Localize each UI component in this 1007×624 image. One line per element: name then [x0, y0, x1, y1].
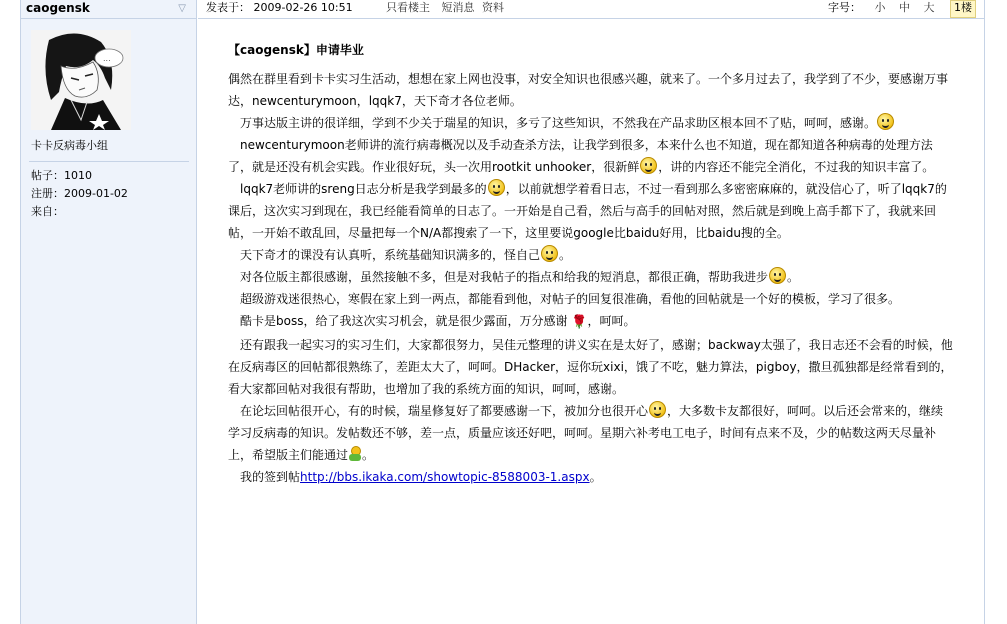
profile-link[interactable]: 资料 [482, 1, 504, 14]
svg-text:...: ... [103, 54, 111, 63]
paragraph-text: 酷卡是boss，给了我这次实习机会，就是很少露面，万分感谢 [228, 314, 568, 328]
divider [29, 161, 189, 162]
grin-icon [640, 157, 657, 174]
avatar-image [31, 30, 131, 130]
paragraph: 超级游戏迷很热心，寒假在家上到一两点，都能看到他，对帖子的回复很准确，看他的回帖就是一个好的模板，学习了很多。 [228, 292, 901, 306]
paragraph [228, 134, 954, 178]
paragraph: 偶然在群里看到卡卡实习生活动，想想在家上网也没事，对安全知识也很感兴趣，就来了。一个多月过去了，我学到了不少，要感谢万事达，newcenturymoon，lqqk7，天下奇才各位老师。 [228, 72, 949, 108]
paragraph-text: 万事达版主讲的很详细，学到不少关于瑞星的知识，多亏了这些知识，不然我在产品求助区根本回不了贴，呵呵，感谢。 [228, 116, 877, 130]
message-link[interactable]: 短消息 [441, 1, 475, 14]
paragraph: 在论坛回帖很开心，有的时候，瑞星修复好了都要感谢一下，被加分也很开心 ，大多数卡友都很好，呵呵。以后还会常来的，继续学习反病毒的知识。发帖数还不够，差一点，质量应该还好吧，呵呵。星期六补考电工电子，时间有点来不及，少的帖数这两天尽量补上，希望版主们能通过 。 [228, 400, 954, 466]
post-title: 【caogensk】申请毕业 [228, 43, 364, 57]
paragraph: 对各位版主都很感谢，虽然接触不多，但是对我帖子的指点和给我的短消息，都很正确，帮助我进步 。 [228, 266, 954, 288]
floor-badge[interactable]: 1楼 [950, 0, 976, 18]
post-body [198, 0, 985, 624]
paragraph [228, 310, 954, 334]
paragraph-text: ，讲的内容还不能完全消化，不过我的知识丰富了。 [658, 160, 935, 174]
author-bar [21, 0, 196, 19]
stat-label: 来自： [31, 205, 64, 218]
font-size-switcher [828, 0, 935, 16]
date-value: 2009-02-26 10:51 [253, 1, 353, 14]
avatar[interactable] [31, 30, 131, 130]
stat-label: 注册： [31, 187, 64, 200]
cool-icon [649, 401, 666, 418]
post-actions [386, 0, 512, 16]
post-header [198, 0, 984, 19]
embarrassed-icon [541, 245, 558, 262]
paragraph [228, 178, 954, 244]
paragraph-text: ，大多数卡友都很好，呵呵。以后还会常来的，继续学习反病毒的知识。发帖数还不够，差一点，质量应该还好吧，呵呵。星期六补考电工电子，时间有点来不及，少的帖数这两天尽量补上，希望版主们能通过 [228, 404, 944, 462]
paragraph: 我的签到帖http://bbs.ikaka.com/showtopic-8588003-1.aspx。 [228, 470, 602, 484]
stat-from [31, 205, 64, 219]
wink-icon [488, 179, 505, 196]
smile-icon [769, 267, 786, 284]
paragraph: 还有跟我一起实习的实习生们，大家都很努力，吴佳元整理的讲义实在是太好了，感谢；backway太强了，我日志还不会看的时候，他在反病毒区的回帖都很熟练了，差距太大了，呵呵。DHacker，逗你玩xixi，饿了不吃，魅力算法，pigboy，撒旦孤独都是经常看到的，看大家都回帖对我很有帮助，也增加了我的系统方面的知识，呵呵，感谢。 [228, 338, 953, 396]
font-size-label: 字号： [828, 1, 861, 14]
user-group: 卡卡反病毒小组 [31, 139, 108, 152]
only-author-link[interactable]: 只看楼主 [386, 1, 430, 14]
post-content [228, 68, 954, 488]
paragraph-text: ，呵呵。 [587, 314, 636, 328]
stat-posts [31, 169, 92, 183]
font-size-medium[interactable]: 中 [899, 1, 910, 14]
smile-icon [877, 113, 894, 130]
sign-in-post-link[interactable]: http://bbs.ikaka.com/showtopic-8588003-1.aspx [300, 470, 590, 484]
paragraph-text: newcenturymoon老师讲的流行病毒概况以及手动查杀方法，让我学到很多，本来什么也不知道，现在都知道各种病毒的处理方法了，就是还没有机会实践。作业很好玩，头一次用rootkit unhooker，很新鲜 [228, 138, 933, 174]
font-size-large[interactable]: 大 [923, 1, 935, 14]
paragraph-text: ，以前就想学着看日志，不过一看到那么多密密麻麻的，就没信心了，听了lqqk7的课后，这次实习到现在，我已经能看简单的日志了。一开始是自己看，然后与高手的回帖对照，然后就是到晚上高手都下了，我就来回帖，一开始不敢乱回，尽量把每一个N/A都搜索了一下，这里要说google比baidu好用，比baidu搜的全。 [228, 182, 947, 240]
paragraph-text: lqqk7老师讲的sreng日志分析是我学到最多的 [228, 182, 487, 196]
date-label: 发表于： [206, 1, 250, 14]
rose-icon: 🌹 [571, 315, 588, 330]
stat-value: 2009-01-02 [64, 187, 128, 200]
stat-label: 帖子： [31, 169, 64, 182]
cheer-icon [348, 446, 362, 462]
paragraph: 天下奇才的课没有认真听，系统基础知识满多的，怪自己 。 [228, 244, 954, 266]
paragraph-text: 我的签到帖 [228, 470, 301, 484]
stat-registered [31, 187, 128, 201]
paragraph [228, 112, 954, 134]
author-sidebar [20, 0, 197, 624]
post-date [206, 0, 353, 16]
author-name[interactable]: caogensk [26, 1, 90, 15]
chevron-down-icon[interactable]: ▽ [178, 3, 186, 14]
stat-value: 1010 [64, 169, 92, 182]
paragraph-text: 对各位版主都很感谢，虽然接触不多，但是对我帖子的指点和给我的短消息，都很正确，帮助我进步 [228, 270, 769, 284]
paragraph-text: 天下奇才的课没有认真听，系统基础知识满多的，怪自己 [228, 248, 541, 262]
paragraph-text: 在论坛回帖很开心，有的时候，瑞星修复好了都要感谢一下，被加分也很开心 [228, 404, 649, 418]
font-size-small[interactable]: 小 [874, 1, 886, 14]
